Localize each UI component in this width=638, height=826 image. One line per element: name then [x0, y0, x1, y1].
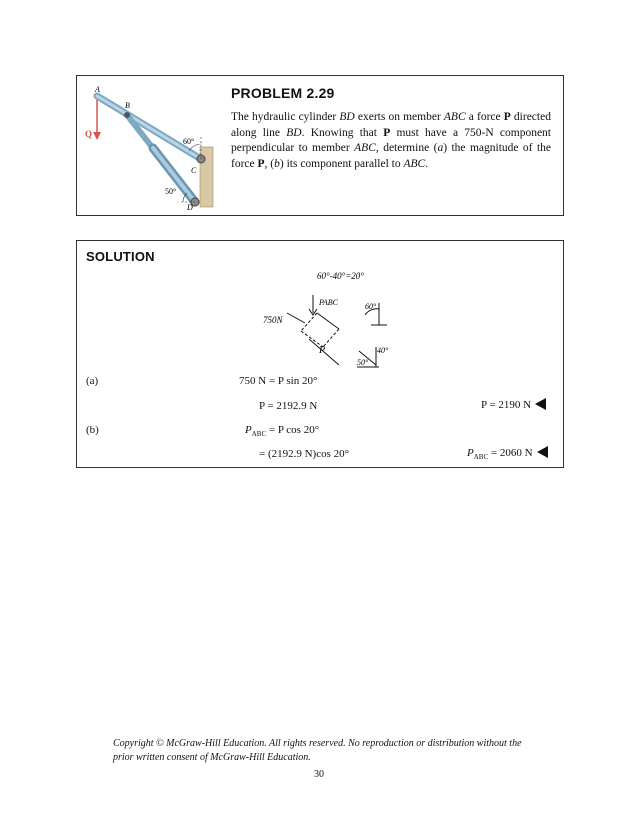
part-a-eq1: 750 N = P sin 20° [239, 375, 318, 387]
solution-box [76, 240, 564, 468]
part-a-eq2: P = 2192.9 N [259, 400, 318, 412]
sketch-50: 50° [357, 358, 369, 367]
pin-b [124, 112, 130, 118]
sketch-750n: 750N [263, 315, 283, 325]
part-b-eq1: $P_{ABC} = P$ cos 20° [245, 424, 320, 439]
part-b-label: (b) [86, 424, 99, 436]
answer-marker-icon [537, 446, 548, 458]
page-number: 30 [314, 769, 324, 780]
sketch-60: 60° [365, 302, 377, 311]
label-d: D [187, 203, 193, 212]
label-a: A [95, 85, 100, 94]
label-angle-50: 50° [165, 187, 177, 196]
problem-figure [83, 82, 223, 212]
label-c: C [191, 166, 197, 175]
sketch-40: 40° [377, 346, 389, 355]
solution-title: SOLUTION [86, 249, 155, 264]
problem-statement: The hydraulic cylinder BD exerts on member ABC a force P directed along line BD. Knowing that P must have a 750-N component perpendicular to member ABC, determine (a) the magnitude of the force P, (b) its component parallel to ABC. [231, 111, 551, 170]
problem-title: PROBLEM 2.29 [231, 85, 335, 101]
part-b-answer: $P_{ABC} = 2060$ N [467, 446, 548, 461]
copyright-notice: Copyright © McGraw-Hill Education. All rights reserved. No reproduction or distribution without the prior written consent of McGraw-Hill Education. [113, 738, 522, 763]
part-a-label: (a) [86, 375, 99, 387]
sketch-pabc: PABC [319, 298, 338, 307]
label-angle-60: 60° [183, 137, 195, 146]
problem-box [76, 75, 564, 216]
sketch-p: P [319, 345, 326, 356]
answer-marker-icon [535, 398, 546, 410]
part-b-eq2: = (2192.9 N)cos 20° [259, 448, 350, 460]
part-a-answer: P = 2190 N [481, 398, 546, 411]
label-b: B [125, 101, 130, 110]
label-q: Q [85, 129, 93, 139]
sketch-angle-note: 60°-40°=20° [317, 271, 364, 281]
